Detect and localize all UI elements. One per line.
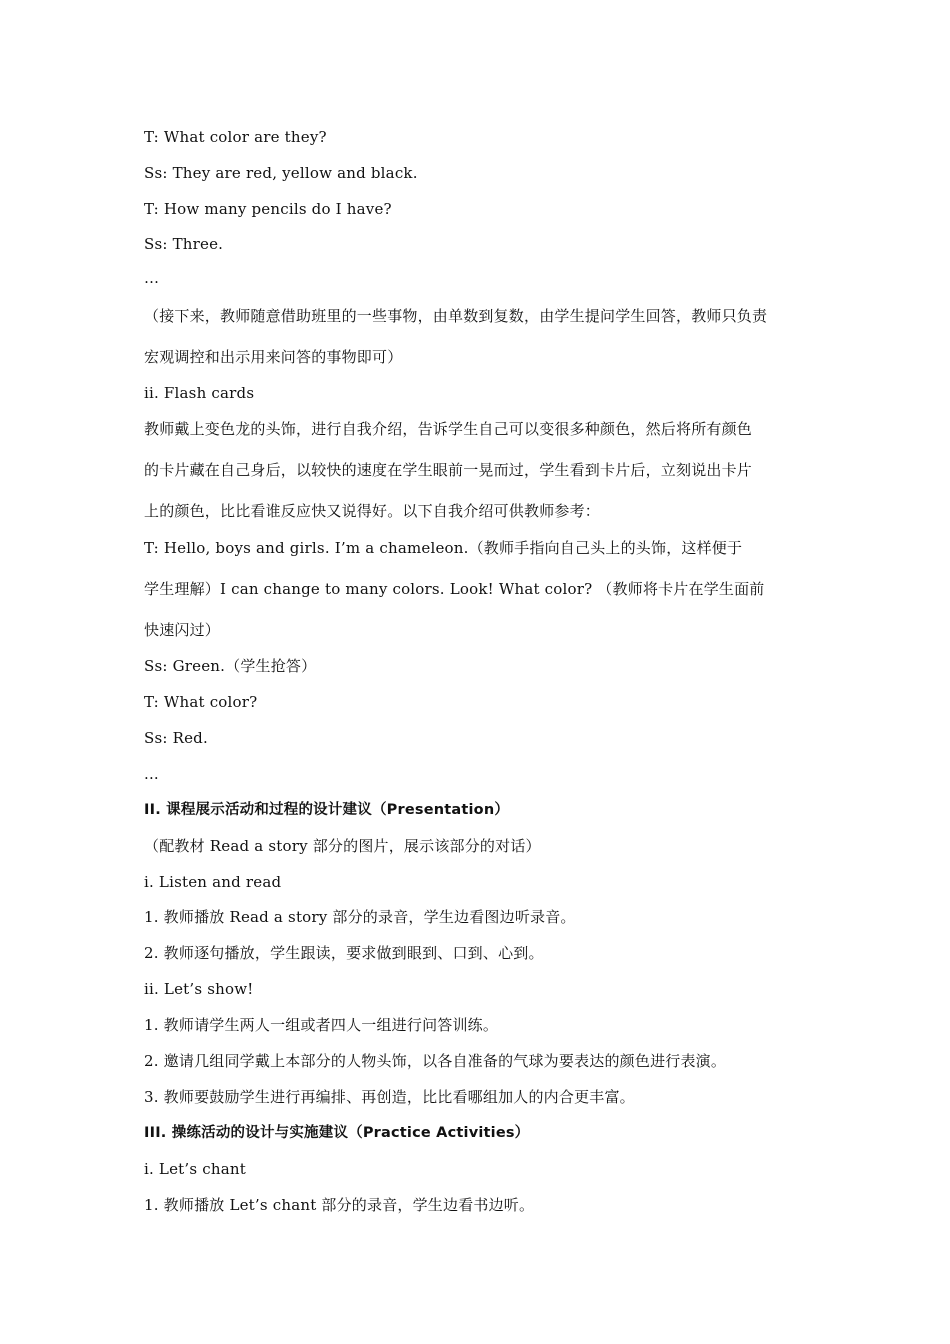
list-item: 1. 教师请学生两人一组或者四人一组进行问答训练。 (144, 1016, 499, 1034)
paragraph-line: 的卡片藏在自己身后，以较快的速度在学生眼前一晃而过，学生看到卡片后，立刻说出卡片 (144, 461, 753, 479)
dialogue-line: Ss: Three. (144, 235, 224, 253)
section-heading: II. 课程展示活动和过程的设计建议（Presentation） (144, 802, 510, 818)
list-item: 1. 教师播放 Read a story 部分的录音，学生边看图边听录音。 (144, 908, 576, 926)
subsection-heading: i. Let’s chant (144, 1160, 246, 1178)
dialogue-line: T: What color are they? (144, 128, 327, 146)
dialogue-line: 学生理解）I can change to many colors. Look! What color? （教师将卡片在学生面前 (144, 580, 765, 598)
ellipsis-line: ... (144, 765, 159, 783)
dialogue-line: Ss: Red. (144, 729, 208, 747)
list-item: 3. 教师要鼓励学生进行再编排、再创造，比比看哪组加人的内合更丰富。 (144, 1088, 635, 1106)
dialogue-line: T: What color? (144, 693, 258, 711)
dialogue-line: 快速闪过） (144, 621, 221, 639)
paragraph-line: 教师戴上变色龙的头饰，进行自我介绍，告诉学生自己可以变很多种颜色，然后将所有颜色 (144, 420, 753, 438)
list-item: 1. 教师播放 Let’s chant 部分的录音，学生边看书边听。 (144, 1196, 535, 1214)
dialogue-line: T: Hello, boys and girls. I’m a chameleon.（教师手指向自己头上的头饰，这样便于 (144, 539, 743, 557)
subsection-heading: ii. Flash cards (144, 384, 255, 402)
note-line: （配教材 Read a story 部分的图片，展示该部分的对话） (144, 837, 541, 855)
dialogue-line: T: How many pencils do I have? (144, 200, 392, 218)
note-paragraph-line: 宏观调控和出示用来问答的事物即可） (144, 348, 403, 366)
dialogue-line: Ss: Green.（学生抢答） (144, 657, 317, 675)
section-heading: III. 操练活动的设计与实施建议（Practice Activities） (144, 1125, 530, 1141)
list-item: 2. 教师逐句播放，学生跟读，要求做到眼到、口到、心到。 (144, 944, 544, 962)
paragraph-line: 上的颜色，比比看谁反应快又说得好。以下自我介绍可供教师参考： (144, 502, 601, 520)
ellipsis-line: … (144, 269, 160, 287)
subsection-heading: ii. Let’s show! (144, 980, 254, 998)
dialogue-line: Ss: They are red, yellow and black. (144, 164, 418, 182)
list-item: 2. 邀请几组同学戴上本部分的人物头饰，以各自准备的气球为要表达的颜色进行表演。 (144, 1052, 727, 1070)
subsection-heading: i. Listen and read (144, 873, 282, 891)
note-paragraph-line: （接下来，教师随意借助班里的一些事物，由单数到复数，由学生提问学生回答，教师只负责 (144, 307, 768, 325)
